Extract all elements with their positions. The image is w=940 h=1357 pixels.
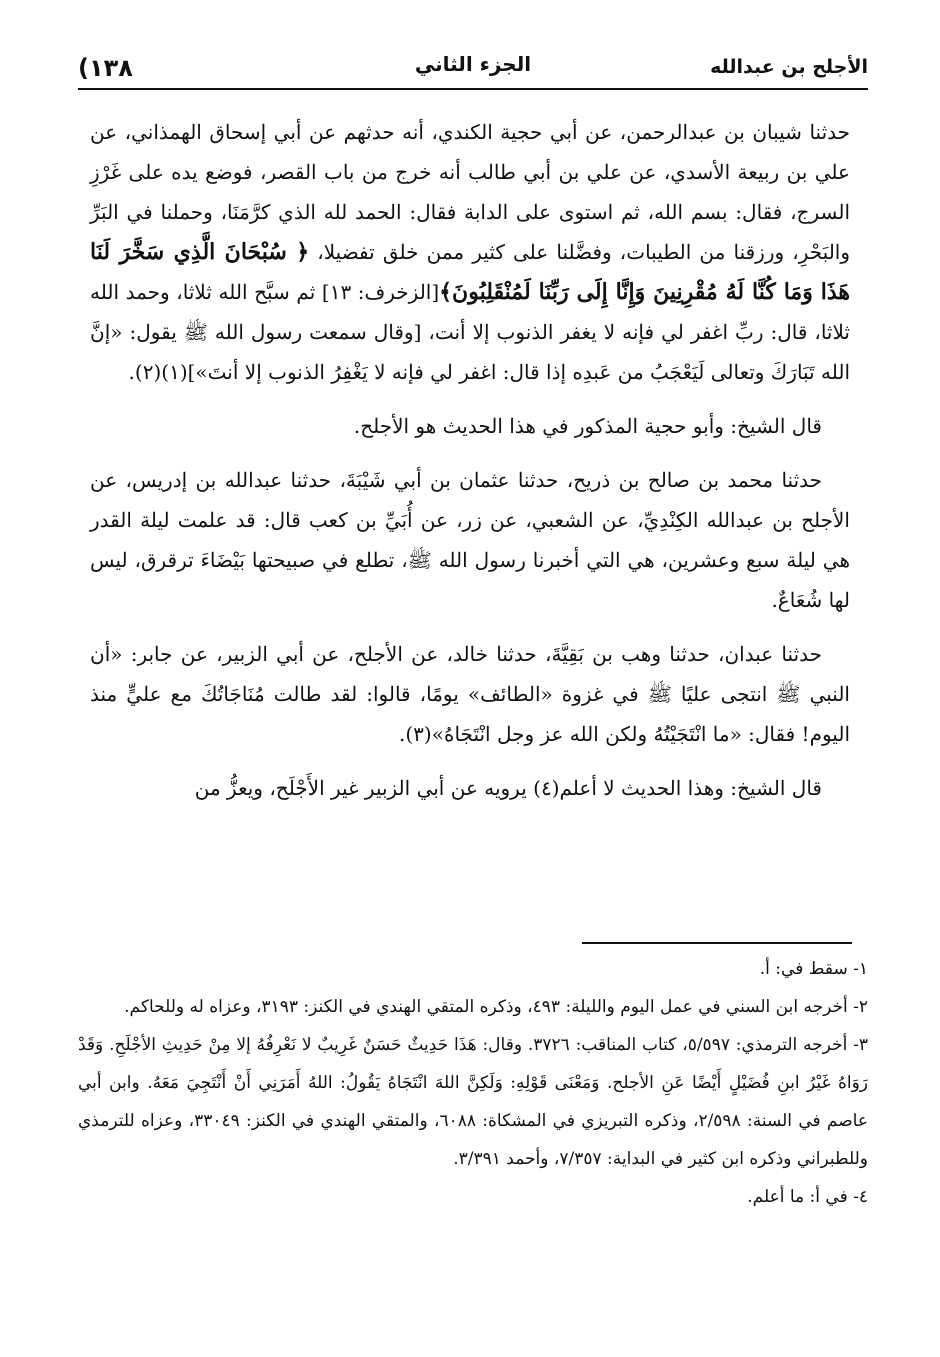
footnote-3: ٣- أخرجه الترمذي: ٥/٥٩٧، كتاب المناقب: ٣٧٢٦. وقال: هَذَا حَدِيثٌ حَسَنٌ غَرِيبٌ لا نَعْرِفُهُ إلا مِنْ حَدِيثِ الأجْلَحِ. وَقَدْ رَوَاهُ غَيْرُ ابنِ فُضَيْلٍ أَيْضًا عَنِ الأجلح. وَمَعْنَى قَوْلِهِ: وَلَكِنَّ اللهَ انْتَجَاهُ يَقُولُ: اللهُ أَمَرَنِي أَنْ أَنْتَجِيَ مَعَهُ. وابن أبي عاصم في السنة: ٢/٥٩٨، وذكره التبريزي في المشكاة: ٦٠٨٨، والمتقي الهندي في الكنز: ٣٣٠٤٩، وعزاه للترمذي وللطبراني وذكره ابن كثير في البداية: ٧/٣٥٧، وأحمد ٣/٣٩١. <box>78 1035 868 1169</box>
paragraph-sheikh-note-2: قال الشيخ: وهذا الحديث لا أعلم(٤) يرويه عن أبي الزبير غير الأَجْلَح، ويعزُّ من <box>194 776 822 800</box>
page-number: (١٣٨ <box>78 54 133 82</box>
chapter-title: الأجلح بن عبدالله <box>710 56 868 78</box>
hadith-1-text-before: حدثنا شيبان بن عبدالرحمن، عن أبي حجية الكندي، أنه حدثهم عن أبي إسحاق الهمذاني، عن علي بن ربيعة الأسدي، عن علي بن أبي طالب أنه خرج من باب القصر، فوضع يده على غَرْزِ السرج، فقال: بسم الله، ثم استوى على الدابة فقال: الحمد لله الذي كرَّمَنَا، وحملنا في البَرِّ والبَحْرِ، ورزقنا من الطيبات، وفضَّلنا على كثير ممن خلق تفضيلا، <box>90 120 851 264</box>
main-text <box>90 112 850 822</box>
footnotes <box>78 950 868 1216</box>
page-header <box>78 48 868 92</box>
hadith-1-text-after: [الزخرف: ١٣] ثم سبَّح الله ثلاثا، وحمد الله ثلاثا، قال: ربِّ اغفر لي فإنه لا يغفر الذنوب إلا أنت، [وقال سمعت رسول الله ﷺ يقول: «إنَّ الله تَبَارَكَ وتعالى لَيَعْجَبُ من عَبدِه إذا قال: اغفر لي فإنه لا يَغْفِرُ الذنوب إلا أنتَ»](١)(٢). <box>90 280 850 384</box>
footnote-separator <box>582 942 852 944</box>
footnote-2: ٢- أخرجه ابن السني في عمل اليوم والليلة: ٤٩٣، وذكره المتقي الهندي في الكنز: ٣١٩٣، وعزاه له وللحاكم. <box>124 997 868 1017</box>
paragraph-hadith-1 <box>90 112 850 392</box>
footnote-4: ٤- في أ: ما أعلم. <box>747 1187 868 1207</box>
header-rule <box>78 88 868 90</box>
footnote-1: ١- سقط في: أ. <box>759 959 868 979</box>
quran-verse: ﴿ سُبْحَانَ الَّذِي سَخَّرَ لَنَا هَذَا وَمَا كُنَّا لَهُ مُقْرِنِينَ وَإِنَّا إِلَى رَبِّنَا لَمُنْقَلِبُونَ﴾ <box>90 239 850 305</box>
paragraph-hadith-2: حدثنا محمد بن صالح بن ذريح، حدثنا عثمان بن أبي شَيْبَةَ، حدثنا عبدالله بن إدريس، عن الأجلح بن عبدالله الكِنْدِيِّ، عن الشعبي، عن زر، عن أُبَيِّ بن كعب قال: قد علمت ليلة القدر هي ليلة سبع وعشرين، هي التي أخبرنا رسول الله ﷺ، تطلع في صبيحتها بَيْضَاءَ ترقرق، ليس لها شُعَاعٌ. <box>90 468 850 612</box>
part-title: الجزء الثاني <box>414 52 532 76</box>
paragraph-hadith-3: حدثنا عبدان، حدثنا وهب بن بَقِيَّةَ، حدثنا خالد، عن الأجلح، عن أبي الزبير، عن جابر: «أن النبي ﷺ انتجى عليًا ﷺ في غزوة «الطائف» يومًا، قالوا: لقد طالت مُنَاجَاتُكَ مع عليٍّ منذ اليوم! فقال: «ما انْتَجَيْتُهُ ولكن الله عز وجل انْتَجَاهُ»(٣). <box>90 642 850 746</box>
paragraph-sheikh-note-1: قال الشيخ: وأبو حجية المذكور في هذا الحديث هو الأجلح. <box>353 414 822 438</box>
